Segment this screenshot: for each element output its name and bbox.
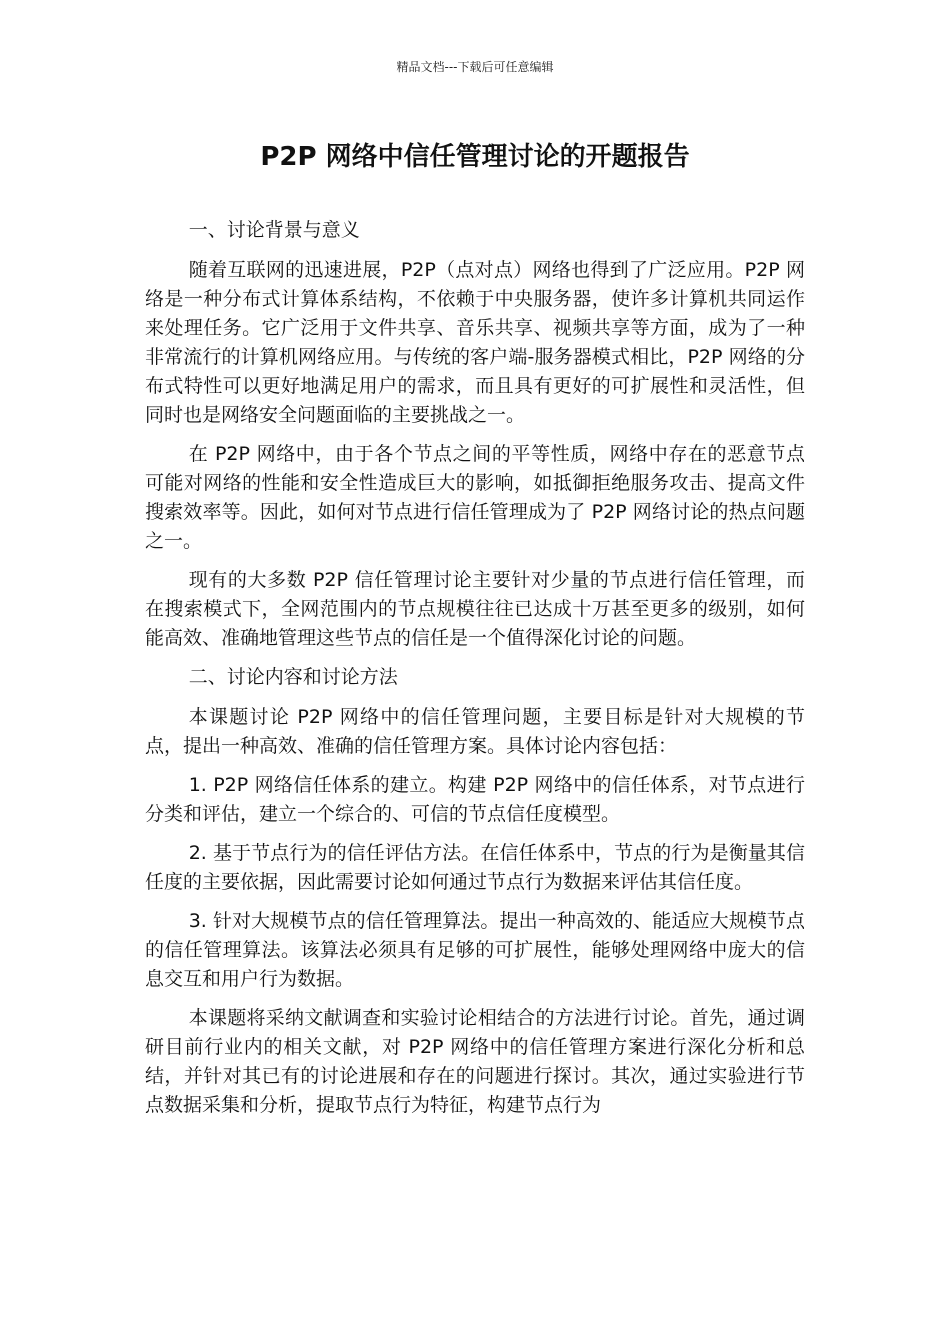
list-item-trust-system: 1. P2P 网络信任体系的建立。构建 P2P 网络中的信任体系，对节点进行分类和评估，建立一个综合的、可信的节点信任度模型。	[145, 774, 805, 825]
paragraph-background-1: 随着互联网的迅速进展，P2P（点对点）网络也得到了广泛应用。P2P 网络是一种分布式计算体系结构，不依赖于中央服务器，使许多计算机共同运作来处理任务。它广泛用于文件共享、音乐共享、视频共享等方面，成为了一种非常流行的计算机网络应用。与传统的客户端-服务器模式相比，P2P 网络的分布式特性可以更好地满足用户的需求，而且具有更好的可扩展性和灵活性，但同时也是网络安全问题面临的主要挑战之一。	[145, 259, 805, 426]
paragraph-methods-approach: 本课题将采纳文献调查和实验讨论相结合的方法进行讨论。首先，通过调研目前行业内的相关文献，对 P2P 网络中的信任管理方案进行深化分析和总结，并针对其已有的讨论进展和存在的问题进行探讨。其次，通过实验进行节点数据采集和分析，提取节点行为特征，构建节点行为	[145, 1007, 805, 1116]
document-body	[145, 216, 805, 1130]
section-heading-background: 一、讨论背景与意义	[188, 219, 360, 241]
section-heading-methods: 二、讨论内容和讨论方法	[188, 666, 398, 688]
paragraph-methods-intro: 本课题讨论 P2P 网络中的信任管理问题，主要目标是针对大规模的节点，提出一种高效、准确的信任管理方案。具体讨论内容包括：	[145, 706, 805, 757]
paragraph-background-2: 在 P2P 网络中，由于各个节点之间的平等性质，网络中存在的恶意节点可能对网络的性能和安全性造成巨大的影响，如抵御拒绝服务攻击、提高文件搜索效率等。因此，如何对节点进行信任管理成为了 P2P 网络讨论的热点问题之一。	[145, 443, 805, 552]
page-title: P2P 网络中信任管理讨论的开题报告	[260, 142, 690, 172]
list-item-behavior-evaluation: 2. 基于节点行为的信任评估方法。在信任体系中，节点的行为是衡量其信任度的主要依据，因此需要讨论如何通过节点行为数据来评估其信任度。	[145, 842, 805, 893]
paragraph-background-3: 现有的大多数 P2P 信任管理讨论主要针对少量的节点进行信任管理，而在搜索模式下，全网范围内的节点规模往往已达成十万甚至更多的级别，如何能高效、准确地管理这些节点的信任是一个值得深化讨论的问题。	[145, 569, 805, 649]
header-note: 精品文档---下载后可任意编辑	[396, 60, 554, 74]
list-item-scalable-algorithm: 3. 针对大规模节点的信任管理算法。提出一种高效的、能适应大规模节点的信任管理算法。该算法必须具有足够的可扩展性，能够处理网络中庞大的信息交互和用户行为数据。	[145, 910, 805, 990]
